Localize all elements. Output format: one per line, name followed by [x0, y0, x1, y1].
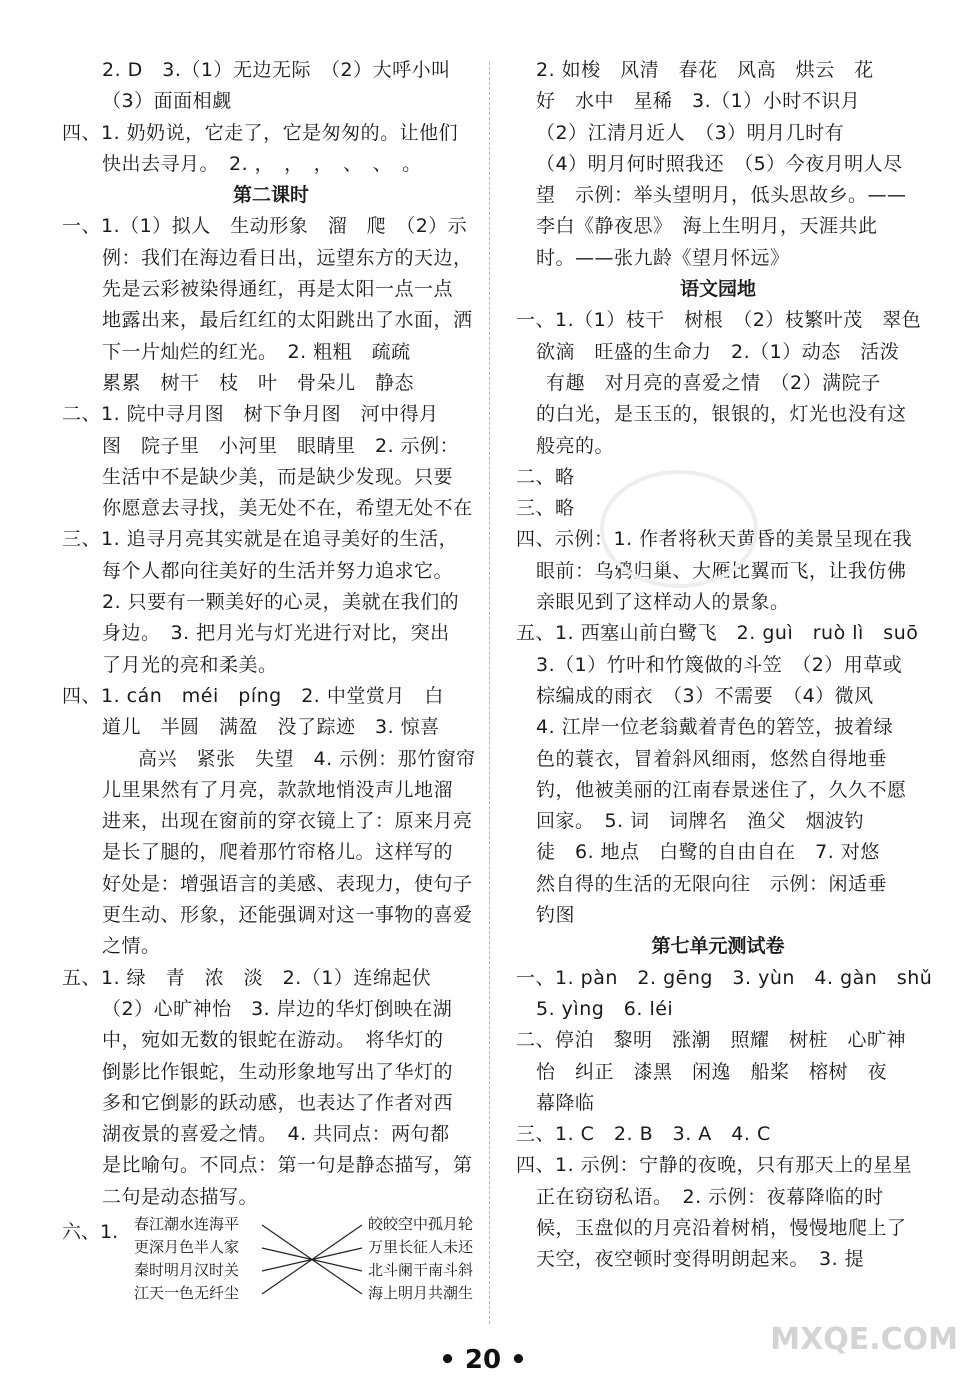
answer-line: 幕降临	[536, 1091, 595, 1114]
matching-left-item: 春江潮水连海平	[134, 1214, 240, 1233]
answer-line: 累累 树干 枝 叶 骨朵儿 静态	[102, 371, 415, 394]
answer-line: （4）明月何时照我还 （5）今夜月明人尽	[536, 152, 903, 175]
answer-line: 更生动、形象，还能强调对这一事物的喜爱	[102, 904, 473, 927]
answer-line: 候，玉盘似的月亮沿着树梢，慢慢地爬上了	[536, 1216, 907, 1239]
answer-line: 2. 如梭 风清 春花 风高 烘云 花	[536, 59, 874, 81]
answer-line: 怡 纠正 漆黑 闲逸 船桨 榕树 夜	[536, 1060, 888, 1083]
answer-line: 高兴 紧张 失望 4. 示例：那竹窗帘	[138, 747, 476, 770]
answer-line: 棕编成的雨衣 （3）不需要 （4）微风	[536, 684, 874, 707]
answer-line: 天空，夜空顿时变得明朗起来。 3. 提	[536, 1248, 865, 1271]
section-heading: 第二课时	[232, 184, 309, 207]
answer-line: 中，宛如无数的银蛇在游动。 将华灯的	[102, 1029, 444, 1052]
answer-line: 儿里果然有了月亮，款款地悄没声儿地溜	[102, 778, 454, 801]
right-column	[516, 55, 933, 1276]
answer-line: 欲滴 旺盛的生命力 2.（1）动态 活泼	[536, 340, 900, 363]
answer-line: 然自得的生活的无限向往 示例：闲适垂	[536, 872, 888, 895]
answer-line: 眼前：乌鸦归巢、大雁比翼而飞，让我仿佛	[536, 559, 907, 582]
section-heading: 语文园地	[679, 278, 756, 301]
answer-line: 每个人都向往美好的生活并努力追求它。	[102, 559, 454, 582]
answer-line: 钓，他被美丽的江南春景迷住了，久久不愿	[536, 778, 907, 801]
answer-line: 2. 只要有一颗美好的心灵，美就在我们的	[102, 591, 460, 614]
answer-line: 好 水中 星稀 3.（1）小时不识月	[536, 90, 861, 113]
answer-line: 好处是：增强语言的美感、表现力，使句子	[102, 872, 473, 895]
answer-line: 般亮的。	[536, 434, 615, 457]
answer-line: 望 示例：举头望明月，低头思故乡。——	[536, 184, 907, 207]
answer-line: 四、1. cán méi píng 2. 中堂赏月 白	[62, 684, 444, 707]
matching-right-item: 皎皎空中孤月轮	[368, 1214, 474, 1233]
matching-exercise	[62, 1213, 480, 1331]
answer-line: 五、1. 西塞山前白鹭飞 2. guì ruò lì suō	[516, 622, 919, 645]
answer-line: 回家。 5. 词 词牌名 渔父 烟波钓	[536, 810, 865, 833]
answer-line: 先是云彩被染得通红，再是太阳一点一点	[102, 278, 454, 301]
answer-line: 徒 6. 地点 白鹭的自由自在 7. 对悠	[536, 841, 880, 864]
answer-line: 二句是动态描写。	[102, 1185, 259, 1208]
answer-line: 钓图	[536, 904, 576, 927]
matching-lines	[62, 1213, 480, 1331]
answer-line: 生活中不是缺少美，而是缺少发现。只要	[102, 465, 454, 488]
answer-line: 3.（1）竹叶和竹篾做的斗笠 （2）用草或	[536, 653, 903, 676]
answer-line: 二、停泊 黎明 涨潮 照耀 树桩 心旷神	[516, 1029, 907, 1052]
answer-line: 有趣 对月亮的喜爱之情 （2）满院子	[546, 371, 881, 394]
matching-right-item: 北斗阑干南斗斜	[368, 1260, 474, 1279]
answer-line: 李白《静夜思》 海上生明月，天涯共此	[536, 215, 878, 238]
matching-left-item: 更深月色半人家	[134, 1237, 240, 1256]
answer-line: 图 院子里 小河里 眼睛里 2. 示例：	[102, 434, 460, 457]
watermark-text: MXQE.COM	[770, 1322, 958, 1357]
answer-line: 快出去寻月。 2. ， ， ， 、 、 。	[102, 152, 422, 175]
answer-line: 例：我们在海边看日出，远望东方的天边，	[102, 246, 473, 269]
answer-line: 4. 江岸一位老翁戴着青色的箬笠，披着绿	[536, 716, 894, 739]
answer-line: 下一片灿烂的红光。 2. 粗粗 疏疏	[102, 340, 411, 363]
answer-line: 一、1.（1）枝干 树根 （2）枝繁叶茂 翠色	[516, 309, 922, 332]
matching-left-item: 江天一色无纤尘	[134, 1283, 240, 1302]
answer-line: 多和它倒影的跃动感，也表达了作者对西	[102, 1091, 454, 1114]
page-number: • 20 •	[439, 1345, 527, 1375]
section-heading: 第七单元测试卷	[651, 935, 785, 958]
answer-line: 三、1. 追寻月亮其实就是在追寻美好的生活，	[62, 528, 459, 551]
answer-line: 三、略	[516, 497, 575, 520]
answer-line: 的白光，是玉玉的，银银的，灯光也没有这	[536, 403, 907, 426]
answer-line: 四、1. 示例：宁静的夜晚，只有那天上的星星	[516, 1154, 913, 1177]
matching-left-item: 秦时明月汉时关	[134, 1260, 240, 1279]
answer-line: 道儿 半圆 满盈 没了踪迹 3. 惊喜	[102, 716, 440, 739]
answer-line: 正在窃窃私语。 2. 示例：夜幕降临的时	[536, 1185, 884, 1208]
answer-line: 四、1. 奶奶说，它走了，它是匆匆的。让他们	[62, 121, 459, 144]
answer-line: 四、示例：1. 作者将秋天黄昏的美景呈现在我	[516, 528, 913, 551]
answer-line: 身边。 3. 把月光与灯光进行对比，突出	[102, 622, 450, 645]
answer-line: 色的蓑衣，冒着斜风细雨，悠然自得地垂	[536, 747, 888, 770]
answer-line: 湖夜景的喜爱之情。 4. 共同点：两句都	[102, 1123, 450, 1146]
answer-line: 三、1. C 2. B 3. A 4. C	[516, 1123, 771, 1146]
answer-line: 一、1. pàn 2. gēng 3. yùn 4. gàn shǔ	[516, 966, 933, 989]
answer-line: 二、1. 院中寻月图 树下争月图 河中得月	[62, 403, 439, 426]
answer-line: 时。——张九龄《望月怀远》	[536, 246, 790, 269]
matching-number: 六、1.	[62, 1220, 119, 1243]
answer-line: 是长了腿的，爬着那竹帘格儿。这样写的	[102, 841, 454, 864]
answer-line: 你愿意去寻找，美无处不在，希望无处不在	[102, 497, 473, 520]
answer-line: （2）江清月近人 （3）明月几时有	[536, 121, 845, 144]
answer-line: 是比喻句。不同点：第一句是静态描写，第	[102, 1154, 473, 1177]
answer-line: 倒影比作银蛇，生动形象地写出了华灯的	[102, 1060, 454, 1083]
answer-line: （2）心旷神怡 3. 岸边的华灯倒映在湖	[102, 997, 453, 1020]
answer-line: 亲眼见到了这样动人的景象。	[536, 591, 790, 614]
answer-line: 5. yìng 6. léi	[536, 997, 674, 1020]
column-divider	[489, 62, 490, 1324]
answer-line: 进来，出现在窗前的穿衣镜上了：原来月亮	[102, 810, 473, 833]
answer-line: 五、1. 绿 青 浓 淡 2.（1）连绵起伏	[62, 966, 432, 989]
left-column	[62, 55, 480, 1331]
answer-line: （3）面面相觑	[102, 90, 232, 113]
watermark-stamp	[600, 470, 758, 588]
answer-line: 二、略	[516, 465, 575, 488]
answer-line: 一、1.（1）拟人 生动形象 溜 爬 （2）示	[62, 215, 468, 238]
answer-line: 了月光的亮和柔美。	[102, 653, 278, 676]
matching-right-item: 海上明月共潮生	[368, 1283, 474, 1302]
answer-line: 之情。	[102, 935, 161, 958]
matching-right-item: 万里长征人未还	[368, 1237, 474, 1256]
answer-line: 地露出来，最后红红的太阳跳出了水面，洒	[102, 309, 473, 332]
answer-line: 2. D 3.（1）无边无际 （2）大呼小叫	[102, 59, 451, 81]
